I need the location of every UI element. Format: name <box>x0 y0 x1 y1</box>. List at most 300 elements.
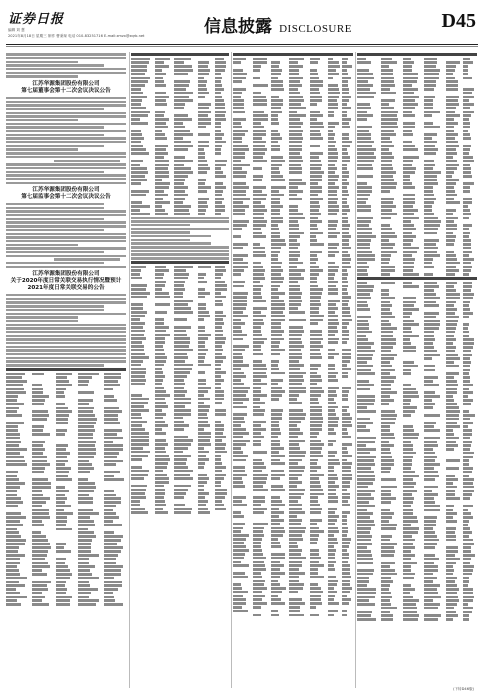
table-cell <box>289 61 297 64</box>
table-cell <box>253 459 261 462</box>
table-cell <box>403 391 419 394</box>
table-cell <box>155 288 163 291</box>
table-cell <box>463 490 475 493</box>
table-cell <box>198 409 209 412</box>
table-cell <box>328 493 336 496</box>
table-cell <box>310 406 322 409</box>
table-cell <box>381 493 391 496</box>
table-cell <box>357 505 375 508</box>
table-cell <box>78 410 93 413</box>
table-cell <box>381 603 391 606</box>
table-cell <box>155 148 167 151</box>
table-cell <box>155 341 166 344</box>
table-cell <box>446 133 458 136</box>
table-row <box>233 148 353 151</box>
table-cell <box>56 581 66 584</box>
table-cell <box>342 485 350 488</box>
table-cell <box>253 126 263 129</box>
table-cell <box>463 213 471 216</box>
table-cell <box>289 303 301 306</box>
table-cell <box>463 478 474 481</box>
table-row <box>131 470 229 473</box>
table-cell <box>424 69 440 72</box>
table-cell <box>174 273 189 276</box>
table-cell <box>131 111 150 114</box>
text-line <box>131 246 229 248</box>
table-cell <box>424 164 435 167</box>
table-cell <box>424 293 436 296</box>
table-cell <box>381 258 390 261</box>
table-cell <box>381 554 394 557</box>
table-cell <box>446 614 458 617</box>
table-cell <box>310 527 319 530</box>
table-cell <box>253 474 267 477</box>
table-cell <box>289 602 304 605</box>
table-cell <box>310 111 320 114</box>
table-cell <box>104 463 115 466</box>
table-cell <box>56 467 71 470</box>
table-cell <box>310 303 322 306</box>
table-cell <box>328 481 336 484</box>
table-cell <box>174 334 187 337</box>
text-line <box>6 72 126 74</box>
table-row <box>233 334 353 337</box>
table-cell <box>289 564 302 567</box>
table-cell <box>342 232 349 235</box>
table-row <box>6 425 126 428</box>
table-row <box>131 345 229 348</box>
table-cell <box>131 379 146 382</box>
masthead <box>6 6 478 46</box>
table-cell <box>233 583 241 586</box>
table-cell <box>342 572 350 575</box>
table-row <box>357 254 477 257</box>
table-cell <box>174 300 193 303</box>
table-row <box>6 512 126 515</box>
table-cell <box>310 557 321 560</box>
table-cell <box>310 455 323 458</box>
notice-title-line: 第七届董事会第十二次会议决议公告 <box>21 87 111 94</box>
table-cell <box>198 428 204 431</box>
table-cell <box>381 346 393 349</box>
table-cell <box>463 448 470 451</box>
table-row <box>233 175 353 178</box>
table-cell <box>253 530 262 533</box>
table-cell <box>233 338 243 341</box>
table-cell <box>233 262 248 265</box>
table-cell <box>463 331 469 334</box>
table-cell <box>403 558 412 561</box>
table-cell <box>289 319 306 322</box>
table-row <box>6 410 126 413</box>
table-cell <box>6 478 19 481</box>
table-row <box>357 558 477 561</box>
table-cell <box>424 380 433 383</box>
table-cell <box>446 584 457 587</box>
table-cell <box>342 292 347 295</box>
table-cell <box>403 531 418 534</box>
table-cell <box>198 402 204 405</box>
table-cell <box>174 511 190 514</box>
table-cell <box>215 402 221 405</box>
text-line <box>6 163 126 165</box>
table-cell <box>381 289 389 292</box>
table-cell <box>215 281 224 284</box>
table-cell <box>155 137 167 140</box>
table-row <box>357 580 477 583</box>
table-row <box>131 277 229 280</box>
table-cell <box>328 326 337 329</box>
table-cell <box>446 156 454 159</box>
table-cell <box>131 436 149 439</box>
table-cell <box>310 137 323 140</box>
table-cell <box>357 254 375 257</box>
table-row <box>233 470 353 473</box>
table-cell <box>328 58 333 61</box>
table-cell <box>215 474 226 477</box>
table-cell <box>253 527 264 530</box>
table-row <box>233 580 353 583</box>
table-row <box>357 357 477 360</box>
table-row <box>357 285 477 288</box>
table-cell <box>155 194 169 197</box>
table-cell <box>174 141 191 144</box>
table-cell <box>131 182 141 185</box>
table-cell <box>463 186 470 189</box>
table-cell <box>463 565 475 568</box>
table-cell <box>78 528 88 531</box>
table-cell <box>131 428 145 431</box>
table-cell <box>381 316 395 319</box>
table-cell <box>328 557 335 560</box>
text-line <box>131 224 190 226</box>
table-cell <box>289 243 300 246</box>
table-cell <box>131 201 142 204</box>
text-line <box>131 220 229 222</box>
table-cell <box>328 126 336 129</box>
table-row <box>357 69 477 72</box>
table-row <box>357 145 477 148</box>
table-cell <box>463 516 474 519</box>
table-cell <box>289 152 300 155</box>
table-cell <box>198 277 204 280</box>
table-cell <box>289 481 301 484</box>
table-row <box>233 443 353 446</box>
table-cell <box>253 281 260 284</box>
table-cell <box>357 145 372 148</box>
table-cell <box>463 433 473 436</box>
table-cell <box>56 486 65 489</box>
table-cell <box>289 470 303 473</box>
table-cell <box>253 424 261 427</box>
table-cell <box>289 99 304 102</box>
table-cell <box>463 133 470 136</box>
table-row <box>233 285 353 288</box>
table-cell <box>6 577 27 580</box>
table-cell <box>403 565 412 568</box>
table-cell <box>446 558 460 561</box>
table-cell <box>328 583 337 586</box>
table-cell <box>271 568 280 571</box>
table-cell <box>198 114 209 117</box>
table-cell <box>381 254 391 257</box>
table-row <box>357 475 477 478</box>
table-row <box>233 504 353 507</box>
table-cell <box>310 235 317 238</box>
table-cell <box>328 561 337 564</box>
table-cell <box>6 565 17 568</box>
table-cell <box>253 576 262 579</box>
table-cell <box>155 92 166 95</box>
table-cell <box>446 592 458 595</box>
table-row <box>233 322 353 325</box>
table-cell <box>289 269 305 272</box>
table-cell <box>215 356 225 359</box>
table-cell <box>155 281 167 284</box>
table-cell <box>310 474 324 477</box>
table-cell <box>342 356 351 359</box>
table-cell <box>310 375 321 378</box>
table-cell <box>381 209 392 212</box>
table-cell <box>155 481 169 484</box>
table-cell <box>342 171 349 174</box>
table-cell <box>155 458 171 461</box>
table-cell <box>463 293 474 296</box>
table-cell <box>381 444 394 447</box>
table-row <box>357 65 477 68</box>
table-cell <box>328 466 334 469</box>
table-cell <box>357 478 375 481</box>
notice-title-line: 第七届监事会第十二次会议决议公告 <box>21 194 111 201</box>
table-cell <box>56 456 67 459</box>
table-row <box>6 391 126 394</box>
table-cell <box>198 281 207 284</box>
table-cell <box>253 379 261 382</box>
table-cell <box>6 520 20 523</box>
table-cell <box>446 554 456 557</box>
table-cell <box>198 424 210 427</box>
table-cell <box>233 194 246 197</box>
text-line <box>6 221 126 223</box>
table-cell <box>271 432 280 435</box>
table-cell <box>357 599 369 602</box>
table-cell <box>174 371 190 374</box>
table-cell <box>131 213 150 216</box>
table-cell <box>253 201 261 204</box>
table-cell <box>357 217 373 220</box>
table-cell <box>253 353 263 356</box>
table-cell <box>233 602 246 605</box>
table-cell <box>56 380 69 383</box>
table-cell <box>104 539 121 542</box>
table-row <box>357 171 477 174</box>
table-cell <box>403 414 412 417</box>
table-cell <box>357 614 371 617</box>
table-cell <box>271 141 278 144</box>
table-cell <box>342 413 350 416</box>
table-cell <box>155 492 166 495</box>
table-cell <box>253 148 267 151</box>
table-cell <box>233 228 242 231</box>
table-cell <box>310 466 321 469</box>
table-cell <box>446 391 457 394</box>
table-cell <box>271 269 282 272</box>
table-cell <box>174 96 188 99</box>
table-cell <box>32 501 46 504</box>
table-cell <box>198 345 205 348</box>
table-row <box>233 424 353 427</box>
table-cell <box>104 577 113 580</box>
text-line <box>6 353 126 355</box>
table-cell <box>215 99 224 102</box>
table-cell <box>233 383 244 386</box>
table-row <box>233 409 353 412</box>
table-cell <box>342 500 348 503</box>
table-cell <box>289 353 302 356</box>
table-cell <box>253 145 265 148</box>
table-row <box>357 429 477 432</box>
table-cell <box>342 466 351 469</box>
table-cell <box>233 330 242 333</box>
table-cell <box>174 277 187 280</box>
table-row <box>357 103 477 106</box>
table-cell <box>174 103 185 106</box>
table-cell <box>6 596 27 599</box>
table-row <box>6 528 126 531</box>
table-cell <box>342 281 347 284</box>
table-row <box>357 224 477 227</box>
table-cell <box>463 546 472 549</box>
table-cell <box>310 595 321 598</box>
text-line <box>6 145 104 147</box>
table-cell <box>342 122 349 125</box>
table-cell <box>131 496 146 499</box>
table-cell <box>328 198 338 201</box>
table-cell <box>233 364 249 367</box>
table-cell <box>56 562 64 565</box>
table-cell <box>342 557 349 560</box>
table-row <box>233 118 353 121</box>
table-row <box>357 399 477 402</box>
table-cell <box>233 413 247 416</box>
table-cell <box>310 213 322 216</box>
table-row <box>233 61 353 64</box>
table-cell <box>424 96 435 99</box>
table-cell <box>6 471 18 474</box>
table-cell <box>403 501 413 504</box>
table-cell <box>357 235 376 238</box>
table-cell <box>32 388 43 391</box>
text-line <box>6 233 126 235</box>
table-cell <box>6 475 17 478</box>
table-cell <box>328 182 335 185</box>
table-cell <box>310 390 324 393</box>
table-cell <box>198 511 210 514</box>
table-cell <box>289 209 298 212</box>
table-cell <box>104 490 114 493</box>
table-cell <box>155 103 168 106</box>
table-cell <box>289 80 300 83</box>
table-cell <box>381 61 397 64</box>
table-cell <box>328 111 335 114</box>
table-cell <box>78 509 93 512</box>
table-cell <box>424 354 440 357</box>
table-cell <box>446 478 459 481</box>
table-cell <box>131 511 148 514</box>
table-cell <box>289 610 299 613</box>
table-cell <box>233 368 241 371</box>
table-row <box>357 273 477 276</box>
table-cell <box>310 447 322 450</box>
table-row <box>357 239 477 242</box>
table-cell <box>328 69 336 72</box>
table-cell <box>463 603 469 606</box>
table-cell <box>403 308 419 311</box>
table-cell <box>215 137 222 140</box>
table-cell <box>155 190 164 193</box>
table-cell <box>342 262 350 265</box>
table-cell <box>463 266 473 269</box>
table-cell <box>310 470 317 473</box>
table-cell <box>271 243 285 246</box>
table-cell <box>357 535 372 538</box>
table-cell <box>328 243 340 246</box>
table-row <box>131 118 229 121</box>
table-row <box>357 152 477 155</box>
table-cell <box>357 301 367 304</box>
table-cell <box>155 421 166 424</box>
table-cell <box>155 496 165 499</box>
text-line <box>6 167 126 169</box>
table-cell <box>381 58 392 61</box>
table-cell <box>6 460 25 463</box>
table-row <box>6 437 126 440</box>
table-cell <box>342 182 349 185</box>
table-cell <box>104 573 120 576</box>
table-cell <box>253 432 260 435</box>
table-cell <box>328 213 337 216</box>
table-cell <box>233 266 248 269</box>
table-row <box>233 262 353 265</box>
table-cell <box>463 65 469 68</box>
table-row <box>233 254 353 257</box>
table-cell <box>131 175 145 178</box>
table-cell <box>233 523 245 526</box>
table-cell <box>56 494 65 497</box>
table-cell <box>310 523 317 526</box>
table-cell <box>233 375 246 378</box>
table-row <box>357 282 477 285</box>
table-cell <box>403 122 415 125</box>
table-cell <box>446 269 459 272</box>
table-cell <box>198 198 209 201</box>
table-cell <box>310 334 322 337</box>
table-cell <box>289 455 304 458</box>
table-cell <box>310 209 320 212</box>
table-cell <box>403 175 411 178</box>
table-row <box>131 428 229 431</box>
table-cell <box>328 576 336 579</box>
table-cell <box>233 402 243 405</box>
table-cell <box>253 322 263 325</box>
table-cell <box>289 281 297 284</box>
table-row <box>131 315 229 318</box>
table-cell <box>328 485 339 488</box>
table-cell <box>271 436 278 439</box>
table-cell <box>174 492 186 495</box>
table-cell <box>446 441 456 444</box>
table-cell <box>6 437 20 440</box>
